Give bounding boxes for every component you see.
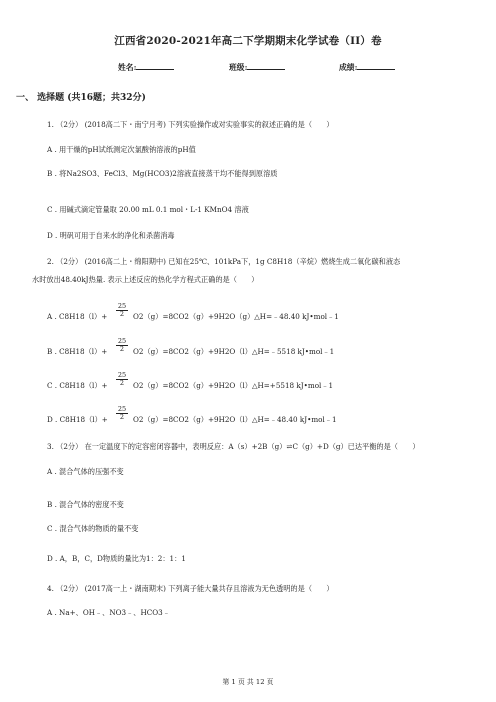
question-1-stem: 1. （2分） (2018高二下・南宁月考) 下列实验操作或对实验事实的叙述正确的是（ ） (47, 120, 334, 129)
question-1-option-d[interactable]: D . 明矾可用于自来水的净化和杀菌消毒 (47, 231, 175, 240)
name-field[interactable] (118, 61, 174, 73)
fraction-numerator: 25 (117, 405, 127, 413)
score-blank[interactable] (357, 61, 395, 70)
class-blank[interactable] (247, 61, 285, 70)
option-b-prefix: B . C8H18（l）+ (47, 347, 108, 356)
score-label: 成绩: (339, 63, 358, 72)
question-3-option-d[interactable]: D . A，B，C，D物质的量比为1：2：1：1 (47, 554, 186, 563)
question-1-option-b[interactable]: B . 将Na2SO3、FeCl3、Mg(HCO3)2溶液直接蒸干均不能得到原溶质 (47, 169, 278, 178)
question-3-option-c[interactable]: C . 混合气体的物质的量不变 (47, 524, 139, 533)
question-3-stem: 3. （2分） 在一定温度下的定容密闭容器中，表明反应：A（s）+2B（g）⇌C（g）+D（g）已达平衡的是（ ） (47, 442, 420, 451)
fraction-b (116, 338, 128, 353)
fraction-numerator: 25 (117, 371, 127, 379)
fraction-c (116, 372, 128, 387)
fraction-denominator: 2 (119, 413, 125, 421)
option-b-equation: O2（g）=8CO2（g）+9H2O（l）△H=﹣5518 kJ•mol﹣1 (133, 347, 335, 356)
fraction-d (116, 406, 128, 421)
fraction-numerator: 25 (117, 337, 127, 345)
question-2-option-b[interactable] (47, 347, 107, 357)
name-blank[interactable] (136, 61, 174, 70)
question-2-stem-line1: 2. （2分） (2016高二上・绵阳期中) 已知在25℃、101kPa下，1g C8H18（辛烷）燃烧生成二氧化碳和液态 (47, 257, 401, 266)
option-a-prefix: A . C8H18（l）+ (47, 312, 108, 321)
page-title: 江西省2020-2021年高二下学期期末化学试卷（II）卷 (114, 35, 382, 47)
score-field[interactable] (339, 61, 395, 73)
option-d-equation: O2（g）=8CO2（g）+9H2O（l）△H=﹣48.40 kJ•mol﹣1 (133, 415, 337, 424)
question-2-stem-line2: 水时放出48.40kJ热量. 表示上述反应的热化学方程式正确的是（ ） (32, 275, 259, 284)
question-1-option-a[interactable]: A . 用干燥的pH试纸测定次氯酸钠溶液的pH值 (47, 145, 196, 154)
question-1-option-c[interactable]: C . 用碱式滴定管量取 20.00 mL 0.1 mol・L-1 KMnO4 溶液 (47, 205, 249, 214)
question-2-option-c[interactable] (47, 381, 108, 391)
section-heading: 一、 选择题 (共16题；共32分) (16, 93, 146, 103)
name-label: 姓名: (118, 63, 137, 72)
fraction-numerator: 25 (117, 302, 127, 310)
fraction-a (116, 303, 128, 318)
option-a-equation: O2（g）=8CO2（g）+9H2O（g）△H=﹣48.40 kJ•mol﹣1 (133, 312, 339, 321)
option-c-equation: O2（g）=8CO2（g）+9H2O（l）△H=+5518 kJ•mol﹣1 (133, 381, 334, 390)
question-3-option-b[interactable]: B . 混合气体的密度不变 (47, 500, 124, 509)
page-footer: 第 1 页 共 12 页 (222, 678, 274, 686)
fraction-denominator: 2 (119, 379, 125, 387)
question-3-option-a[interactable]: A . 混合气体的压强不变 (47, 467, 124, 476)
class-field[interactable] (229, 61, 285, 73)
question-4-stem: 4. （2分） (2017高一上・湖南期末) 下列离子能大量共存且溶液为无色透明的是（ ） (47, 584, 334, 593)
question-4-option-a[interactable]: A . Na+、OH﹣、NO3﹣、HCO3﹣ (47, 608, 170, 617)
class-label: 班级: (229, 63, 248, 72)
fraction-denominator: 2 (119, 345, 125, 353)
fraction-denominator: 2 (119, 310, 125, 318)
question-2-option-d[interactable] (47, 415, 108, 425)
option-c-prefix: C . C8H18（l）+ (47, 381, 108, 390)
question-2-option-a[interactable] (47, 312, 107, 322)
option-d-prefix: D . C8H18（l）+ (47, 415, 108, 424)
